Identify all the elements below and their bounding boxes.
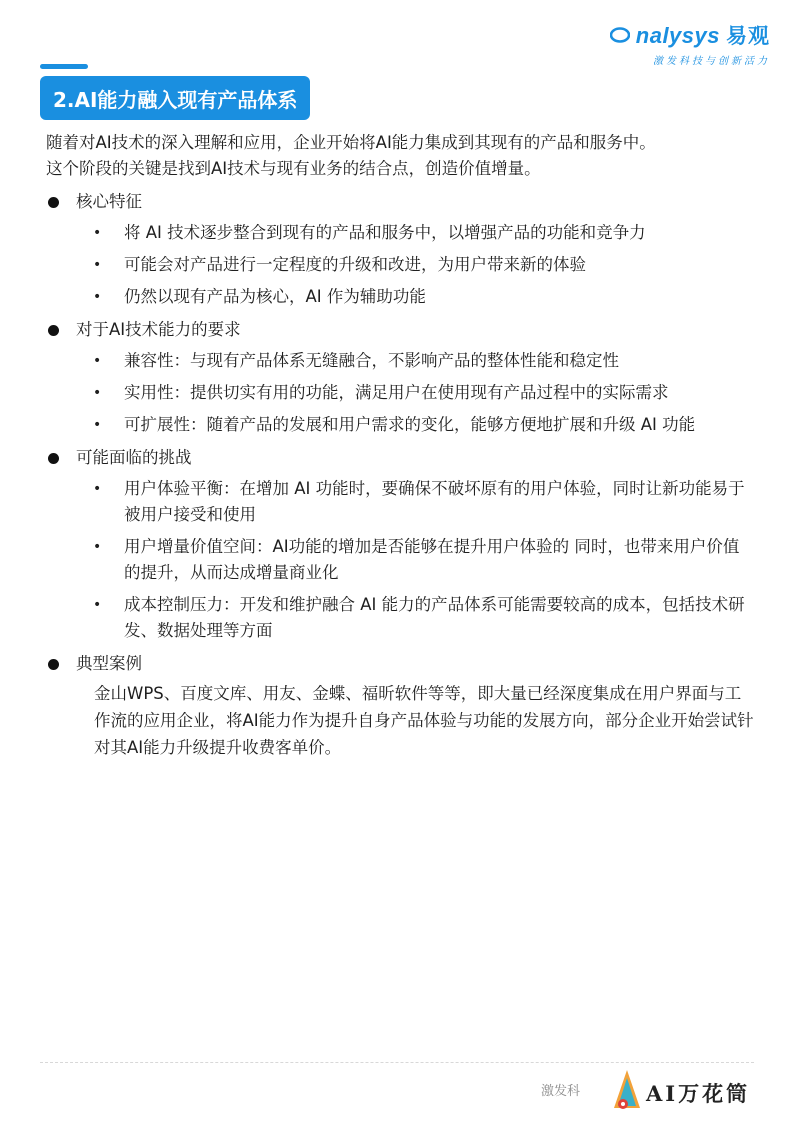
bullet-dot-icon (48, 325, 59, 336)
section-title: 2.AI能力融入现有产品体系 (53, 87, 298, 112)
list-item: • 用户体验平衡：在增加 AI 功能时，要确保不破坏原有的用户体验，同时让新功能易于被用户接受和使用 (46, 476, 754, 528)
section-heading: 可能面临的挑战 (46, 444, 754, 472)
footer-brand-name: AI万花筒 (646, 1081, 751, 1106)
small-bullet-icon: • (93, 353, 102, 369)
small-bullet-icon: • (93, 597, 102, 613)
list-item: • 将 AI 技术逐步整合到现有的产品和服务中，以增强产品的功能和竞争力 (46, 220, 754, 246)
intro-paragraph (46, 130, 754, 182)
logo-chinese: 易观 (726, 24, 770, 48)
section-requirements (46, 316, 754, 438)
footer-brand-logo (612, 1068, 750, 1118)
small-bullet-icon: • (93, 539, 102, 555)
footer-divider (40, 1062, 754, 1063)
small-bullet-icon: • (93, 289, 102, 305)
small-bullet-icon: • (93, 481, 102, 497)
list-item: • 成本控制压力：开发和维护融合 AI 能力的产品体系可能需要较高的成本，包括技术研发、数据处理等方面 (46, 592, 754, 644)
section-title-box (40, 76, 310, 120)
sub-list (46, 220, 754, 310)
list-item: • 用户增量价值空间：AI功能的增加是否能够在提升用户体验的 同时，也带来用户价值的提升，从而达成增量商业化 (46, 534, 754, 586)
intro-line: 这个阶段的关键是找到AI技术与现有业务的结合点，创造价值增量。 (46, 159, 541, 178)
section-heading: 典型案例 (46, 650, 754, 678)
small-bullet-icon: • (93, 417, 102, 433)
intro-line: 随着对AI技术的深入理解和应用，企业开始将AI能力集成到其现有的产品和服务中。 (46, 133, 656, 152)
bullet-dot-icon (48, 659, 59, 670)
main-content (46, 130, 754, 761)
list-item: • 可扩展性：随着产品的发展和用户需求的变化，能够方便地扩展和升级 AI 功能 (46, 412, 754, 438)
section-heading: 对于AI技术能力的要求 (46, 316, 754, 344)
list-item: • 可能会对产品进行一定程度的升级和改进，为用户带来新的体验 (46, 252, 754, 278)
logo-mark-icon (610, 25, 630, 47)
title-accent-bar (40, 64, 88, 69)
section-heading: 核心特征 (46, 188, 754, 216)
sub-list (46, 476, 754, 644)
case-paragraph: 金山WPS、百度文库、用友、金蝶、福昕软件等等，即大量已经深度集成在用户界面与工作流的应用企业，将AI能力作为提升自身产品体验与功能的发展方向，部分企业开始尝试针对其AI能力升级提升收费客单价。 (94, 684, 754, 757)
bullet-dot-icon (48, 453, 59, 464)
list-item: • 仍然以现有产品为核心，AI 作为辅助功能 (46, 284, 754, 310)
logo-slogan: 激发科技与创新活力 (653, 56, 770, 67)
logo-english: nalysys (635, 23, 720, 48)
small-bullet-icon: • (93, 385, 102, 401)
list-item: • 兼容性：与现有产品体系无缝融合，不影响产品的整体性能和稳定性 (46, 348, 754, 374)
bullet-dot-icon (48, 197, 59, 208)
small-bullet-icon: • (93, 225, 102, 241)
section-cases (46, 650, 754, 761)
kaleidoscope-icon (612, 1068, 642, 1118)
section-challenges (46, 444, 754, 644)
list-item: • 实用性：提供切实有用的功能，满足用户在使用现有产品过程中的实际需求 (46, 380, 754, 406)
section-core-features (46, 188, 754, 310)
analysys-logo (610, 20, 770, 67)
small-bullet-icon: • (93, 257, 102, 273)
footer-org-text: 激发科 (541, 1084, 581, 1099)
sub-list (46, 348, 754, 438)
